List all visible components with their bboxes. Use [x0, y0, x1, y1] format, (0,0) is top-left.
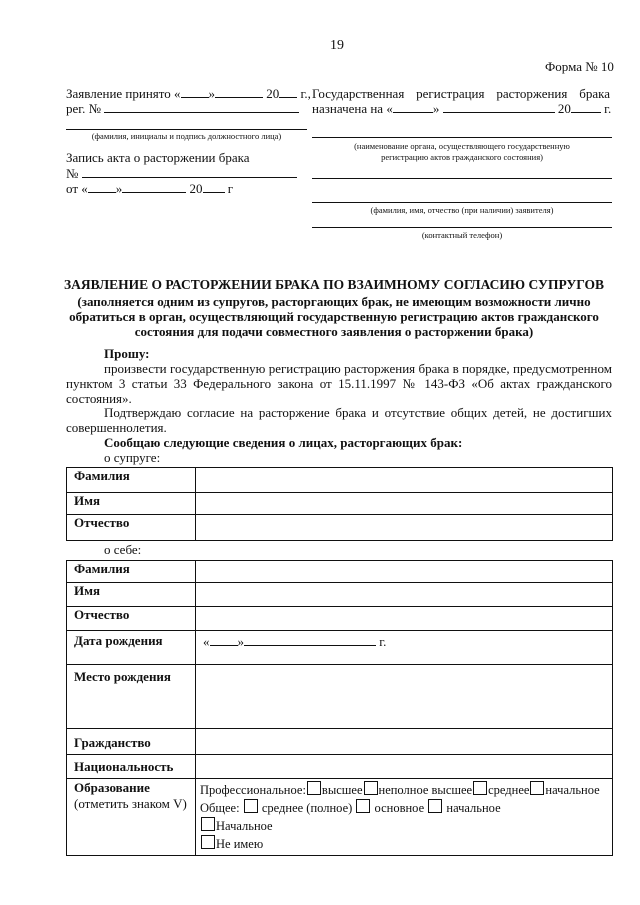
- checkbox-general-primary[interactable]: [428, 799, 442, 813]
- accepted-line: Заявление принято « » 20 г.,: [66, 86, 311, 101]
- para2-line-1: Подтверждаю согласие на расторжение брака и отсутствие общих детей, не достигших: [104, 405, 612, 420]
- phone-caption: (контактный телефон): [421, 230, 503, 240]
- scheduled-month-field[interactable]: [443, 101, 555, 113]
- spouse-surname-field[interactable]: [196, 468, 613, 493]
- self-birth-place-label: Место рождения: [67, 665, 196, 729]
- organ-caption-1: (наименование органа, осуществляющего государственную: [354, 141, 570, 151]
- general-options-row: Общее: среднее (полное) основное начальное: [200, 801, 501, 815]
- self-nationality-label: Национальность: [67, 755, 196, 779]
- self-patronymic-label: Отчество: [67, 607, 196, 631]
- birth-month-year-field[interactable]: [244, 634, 376, 646]
- spouse-patronymic-label: Отчество: [67, 515, 196, 541]
- checkbox-none[interactable]: [201, 835, 215, 849]
- record-day-field[interactable]: [88, 181, 116, 193]
- self-surname-label: Фамилия: [67, 561, 196, 583]
- table-row: [67, 583, 613, 607]
- table-row: [67, 665, 613, 729]
- self-citizenship-field[interactable]: [196, 729, 613, 755]
- scheduled-year-field[interactable]: [571, 101, 601, 113]
- table-row: [67, 729, 613, 755]
- self-birth-date-field[interactable]: « » г.: [196, 631, 613, 665]
- document-title: ЗАЯВЛЕНИЕ О РАСТОРЖЕНИИ БРАКА ПО ВЗАИМНОМУ СОГЛАСИЮ СУПРУГОВ: [63, 277, 605, 292]
- self-nationality-field[interactable]: [196, 755, 613, 779]
- page-number: 19: [330, 38, 344, 53]
- record-year-field[interactable]: [203, 181, 225, 193]
- spouse-patronymic-field[interactable]: [196, 515, 613, 541]
- spouse-surname-label: Фамилия: [67, 468, 196, 493]
- self-citizenship-label: Гражданство: [67, 729, 196, 755]
- accepted-month-field[interactable]: [215, 86, 263, 98]
- checkbox-professional-incomplete-higher[interactable]: [364, 781, 378, 795]
- para1-line-3: состояния».: [66, 391, 132, 406]
- self-education-label-cell: [67, 779, 196, 856]
- spouse-name-field[interactable]: [196, 493, 613, 515]
- scheduled-day-field[interactable]: [393, 101, 433, 113]
- record-number-field[interactable]: [82, 166, 297, 178]
- table-row: [67, 755, 613, 779]
- accepted-year-field[interactable]: [279, 86, 297, 98]
- official-signature-line[interactable]: [66, 129, 307, 130]
- reg-number-line: рег. №: [66, 101, 299, 117]
- form-number: Форма № 10: [545, 59, 614, 74]
- table-row: [67, 779, 613, 856]
- info-heading: Сообщаю следующие сведения о лицах, расторгающих брак:: [104, 435, 463, 450]
- table-row: [67, 561, 613, 583]
- checkbox-primary[interactable]: [201, 817, 215, 831]
- professional-options-row: Профессиональное: высшее неполное высшее среднее начальное: [200, 783, 600, 797]
- subtitle-line-3: состояния для подачи совместного заявления о расторжении брака): [134, 324, 534, 339]
- organ-line-2[interactable]: [312, 178, 612, 179]
- self-education-note: (отметить знаком V): [74, 796, 187, 811]
- checkbox-general-basic[interactable]: [356, 799, 370, 813]
- organ-line[interactable]: [312, 137, 612, 138]
- scheduled-line: назначена на « » 20 г.: [312, 101, 612, 116]
- applicant-caption: (фамилия, имя, отчество (при наличии) заявителя): [370, 205, 554, 215]
- phone-line[interactable]: [312, 227, 612, 228]
- table-row: [67, 468, 613, 493]
- self-patronymic-field[interactable]: [196, 607, 613, 631]
- reg-number-field[interactable]: [104, 101, 299, 113]
- record-date-line: от « » 20 г: [66, 181, 234, 196]
- subtitle-line-1: (заполняется одним из супругов, расторгающих брак, не имеющим возможности лично: [77, 294, 591, 309]
- para1-line-2: пунктом 3 статьи 33 Федерального закона от 15.11.1997 № 143-ФЗ «Об актах гражданского: [66, 376, 612, 391]
- official-caption: (фамилия, инициалы и подпись должностного лица): [91, 131, 282, 141]
- subtitle-line-2: обратиться в орган, осуществляющий государственную регистрацию актов гражданского: [69, 309, 599, 324]
- self-birth-place-field[interactable]: [196, 665, 613, 729]
- para1-line-1: произвести государственную регистрацию расторжения брака в порядке, предусмотренном: [104, 361, 612, 376]
- primary-option-row: Начальное: [200, 817, 612, 835]
- spouse-table: [66, 467, 613, 541]
- record-label: Запись акта о расторжении брака: [66, 150, 250, 165]
- table-row: [67, 493, 613, 515]
- spouse-label: о супруге:: [104, 450, 161, 465]
- organ-caption-2: регистрацию актов гражданского состояния): [381, 152, 543, 162]
- checkbox-professional-primary[interactable]: [530, 781, 544, 795]
- self-name-field[interactable]: [196, 583, 613, 607]
- birth-day-field[interactable]: [210, 634, 238, 646]
- none-option-row: Не имею: [200, 835, 612, 853]
- checkbox-general-secondary-full[interactable]: [244, 799, 258, 813]
- self-name-label: Имя: [67, 583, 196, 607]
- registration-line: Государственная регистрация расторжения брака: [312, 86, 610, 101]
- record-month-field[interactable]: [122, 181, 186, 193]
- table-row: [67, 631, 613, 665]
- record-number-line: №: [66, 166, 297, 182]
- request-heading: Прошу:: [104, 346, 150, 361]
- self-table: [66, 560, 613, 856]
- self-label: о себе:: [104, 542, 142, 557]
- checkbox-professional-secondary[interactable]: [473, 781, 487, 795]
- table-row: [67, 515, 613, 541]
- self-education-options: [196, 779, 613, 856]
- applicant-line[interactable]: [312, 202, 612, 203]
- spouse-name-label: Имя: [67, 493, 196, 515]
- accepted-day-field[interactable]: [181, 86, 209, 98]
- self-education-label: Образование: [74, 780, 150, 795]
- self-surname-field[interactable]: [196, 561, 613, 583]
- table-row: [67, 607, 613, 631]
- para2-line-2: совершеннолетия.: [66, 420, 167, 435]
- checkbox-professional-higher[interactable]: [307, 781, 321, 795]
- self-birth-date-label: Дата рождения: [67, 631, 196, 665]
